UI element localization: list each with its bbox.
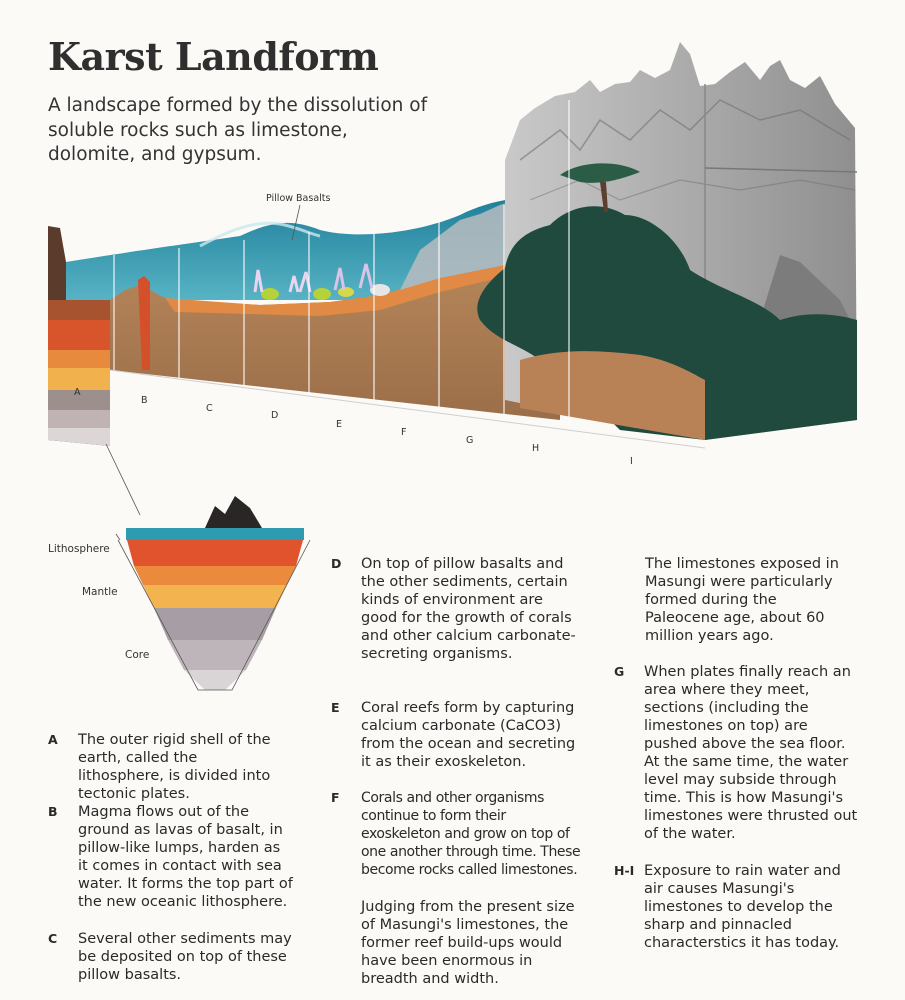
entry-d	[331, 555, 576, 663]
section-letter-f: F	[401, 427, 407, 438]
entry-text: Magma flows out of the ground as lavas of basalt, in pillow-like lumps, harden as it comes in contact with sea water. It forms the top part of the new oceanic lithosphere.	[78, 804, 293, 910]
entry-text: The outer rigid shell of the earth, called the lithosphere, is divided into tectonic plates.	[78, 732, 271, 802]
pillow-basalts-label: Pillow Basalts	[266, 193, 331, 204]
section-letter-i: I	[630, 456, 633, 467]
entry-text: Exposure to rain water and air causes Masungi's limestones to develop the sharp and pinnacled characterstics it has today.	[644, 863, 841, 951]
section-letter-h: H	[532, 443, 540, 454]
section-letter-d: D	[271, 410, 279, 421]
paragraph-paleocene: The limestones exposed in Masungi were particularly formed during the Paleocene age, about 60 million years ago.	[645, 556, 839, 644]
earth-layer-cone	[126, 496, 304, 690]
section-letter-c: C	[206, 403, 213, 414]
entry-a	[48, 731, 283, 803]
lithosphere-label: Lithosphere	[48, 543, 110, 555]
entry-text: Corals and other organisms continue to form their exoskeleton and grow on top of one another through time. These become rocks called limestones.	[361, 790, 581, 878]
section-letter-e: E	[336, 419, 343, 430]
entry-e	[331, 699, 576, 771]
entry-text: On top of pillow basalts and the other sediments, certain kinds of environment are good for the growth of corals and other calcium carbonate-secreting organisms.	[361, 556, 576, 662]
entry-letter: E	[331, 700, 340, 715]
entry-letter: B	[48, 804, 58, 819]
entry-text: Several other sediments may be deposited on top of these pillow basalts.	[78, 931, 292, 983]
entry-letter: H-I	[614, 863, 635, 878]
entry-b	[48, 803, 293, 911]
entry-letter: G	[614, 664, 625, 679]
section-letter-g: G	[466, 435, 474, 446]
entry-text: Coral reefs form by capturing calcium carbonate (CaCO3) from the ocean and secreting it as their exoskeleton.	[361, 700, 576, 770]
paragraph-reef-size: Judging from the present size of Masungi's limestones, the former reef build-ups would have been enormous in breadth and width.	[361, 899, 575, 987]
section-letter-a: A	[74, 387, 81, 398]
entry-h-i	[614, 862, 859, 952]
entry-g	[614, 663, 859, 843]
entry-letter: D	[331, 556, 342, 571]
mantle-label: Mantle	[82, 586, 118, 598]
core-label: Core	[125, 649, 150, 661]
entry-letter: F	[331, 790, 340, 805]
page-title: Karst Landform	[48, 34, 379, 79]
entry-f	[331, 789, 581, 879]
zoom-leader-line	[106, 444, 140, 515]
entry-letter: A	[48, 732, 58, 747]
entry-text: When plates finally reach an area where they meet, sections (including the limestones on top) are pushed above the sea floor. At the same time, the water level may subside through time. This is how Masungi's limestones were thrusted out of the water.	[644, 664, 858, 842]
section-letter-b: B	[141, 395, 148, 406]
entry-c	[48, 930, 293, 984]
page-subtitle: A landscape formed by the dissolution of soluble rocks such as limestone, dolomite, and gypsum.	[48, 95, 428, 165]
entry-letter: C	[48, 931, 58, 946]
